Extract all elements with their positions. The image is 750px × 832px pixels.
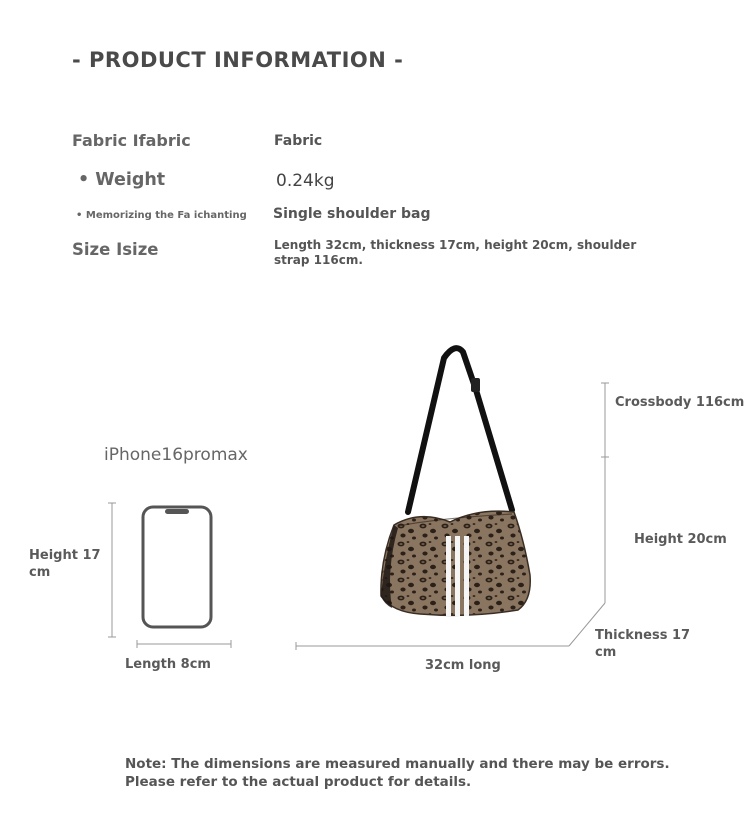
crossbody-label: Crossbody 116cm bbox=[615, 395, 745, 410]
bag-strap bbox=[408, 348, 512, 512]
phone-caption: iPhone16promax bbox=[104, 445, 248, 465]
spec-value-style: Single shoulder bag bbox=[273, 206, 431, 222]
spec-label-size: Size Isize bbox=[72, 240, 159, 259]
bag-length-line bbox=[296, 642, 569, 650]
spec-value-fabric: Fabric bbox=[274, 133, 323, 149]
bag-thickness-label: Thickness 17 cm bbox=[595, 628, 691, 660]
note-line-2: Please refer to the actual product for details. bbox=[125, 774, 472, 790]
spec-label-weight: • Weight bbox=[78, 170, 166, 190]
spec-label-style: • Memorizing the Fa ichanting bbox=[76, 210, 247, 221]
phone-height-line bbox=[108, 503, 116, 637]
note-line-1: Note: The dimensions are measured manually and there may be errors. bbox=[125, 756, 670, 772]
crossbody-line bbox=[601, 383, 609, 457]
phone-outline-icon bbox=[143, 507, 211, 627]
phone-height-label: Height 17 cm bbox=[29, 548, 101, 580]
spec-value-weight: 0.24kg bbox=[276, 171, 335, 191]
phone-length-label: Length 8cm bbox=[125, 657, 211, 672]
bag-length-label: 32cm long bbox=[425, 658, 501, 673]
spec-value-size: Length 32cm, thickness 17cm, height 20cm, shoulder strap 116cm. bbox=[274, 238, 637, 267]
spec-label-fabric: Fabric Ifabric bbox=[72, 131, 191, 150]
bag-body bbox=[381, 511, 530, 616]
bag-height-label: Height 20cm bbox=[634, 532, 727, 547]
measurement-note bbox=[125, 755, 670, 791]
page-title: - PRODUCT INFORMATION - bbox=[72, 48, 404, 72]
phone-length-line bbox=[137, 640, 231, 648]
